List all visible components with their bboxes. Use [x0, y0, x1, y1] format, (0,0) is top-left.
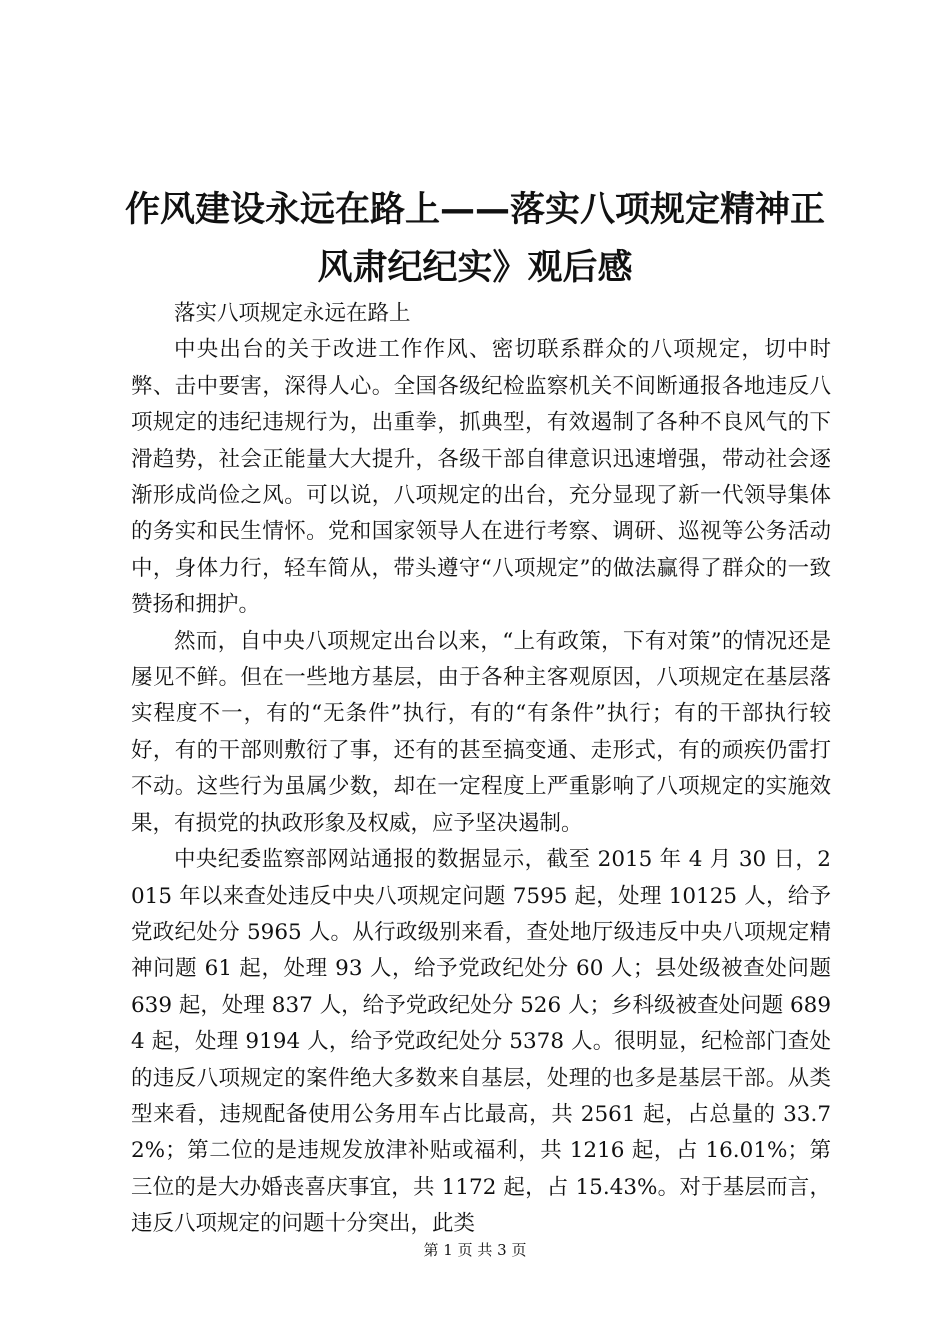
document-title-line-1: 作风建设永远在路上——落实八项规定精神正 [124, 190, 825, 230]
paragraph-3: 中央纪委监察部网站通报的数据显示，截至 2015 年 4 月 30 日，2015 年以来查处违反中央八项规定问题 7595 起，处理 10125 人，给予党政纪处分 5965 人。从行政级别来看，查处地厅级违反中央八项规定精神问题 61 起，处理 93 人，给予党政纪处分 60 人；县处级被查处问题 639 起，处理 837 人，给予党政纪处分 526 人；乡科级被查处问题 6894 起，处理 9194 人，给予党政纪处分 5378 人。很明显，纪检部门查处的违反八项规定的案件绝大多数来自基层，处理的也多是基层干部。从类型来看，违规配备使用公务用车占比最高，共 2561 起，占总量的 33.72%；第二位的是违规发放津补贴或福利，共 1216 起，占 16.01%；第三位的是大办婚丧喜庆事宜，共 1172 起，占 15.43%。对于基层而言，违反八项规定的问题十分突出，此类 [131, 847, 831, 1237]
paragraph-2: 然而，自中央八项规定出台以来，“上有政策，下有对策”的情况还是屡见不鲜。但在一些地方基层，由于各种主客观原因，八项规定在基层落实程度不一，有的“无条件”执行，有的“有条件”执行；有的干部执行较好，有的干部则敷衍了事，还有的甚至搞变通、走形式，有的顽疾仍雷打不动。这些行为虽属少数，却在一定程度上严重影响了八项规定的实施效果，有损党的执政形象及权威，应予坚决遏制。 [131, 628, 831, 836]
document-title-line-2: 风肃纪纪实》观后感 [317, 248, 633, 288]
section-subtitle: 落实八项规定永远在路上 [174, 301, 411, 326]
page-footer: 第 1 页 共 3 页 [423, 1241, 527, 1259]
document-body [131, 296, 831, 1243]
paragraph-1: 中央出台的关于改进工作作风、密切联系群众的八项规定，切中时弊、击中要害，深得人心。全国各级纪检监察机关不间断通报各地违反八项规定的违纪违规行为，出重拳，抓典型，有效遏制了各种不良风气的下滑趋势，社会正能量大大提升，各级干部自律意识迅速增强，带动社会逐渐形成尚俭之风。可以说，八项规定的出台，充分显现了新一代领导集体的务实和民生情怀。党和国家领导人在进行考察、调研、巡视等公务活动中，身体力行，轻车简从，带头遵守“八项规定”的做法赢得了群众的一致赞扬和拥护。 [131, 337, 831, 618]
